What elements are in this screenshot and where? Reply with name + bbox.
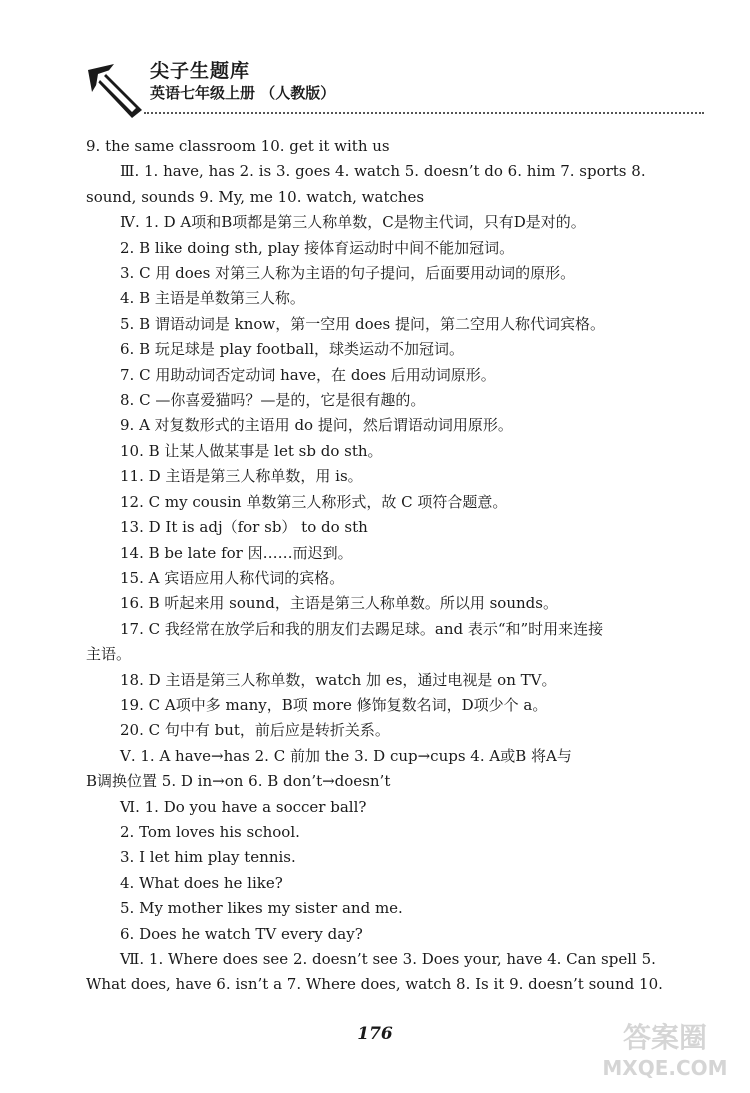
- watermark-text: 答案圈: [622, 1021, 708, 1054]
- answer-line: sound, sounds 9. My, me 10. watch, watches: [86, 187, 425, 206]
- answer-line: 5. B 谓语动词是 know，第一空用 does 提问，第二空用人称代词宾格。: [120, 314, 606, 333]
- answer-line: 9. A 对复数形式的主语用 do 提问，然后谓语动词用原形。: [120, 416, 513, 435]
- answer-line: 10. B 让某人做某事是 let sb do sth。: [120, 441, 383, 460]
- answer-line: 3. C 用 does 对第三人称为主语的句子提问，后面要用动词的原形。: [120, 264, 576, 283]
- arrow-logo-icon: [84, 60, 146, 120]
- answer-line: 16. B 听起来用 sound，主语是第三人称单数。所以用 sounds。: [120, 594, 558, 613]
- answer-line: 19. C A项中多 many，B项 more 修饰复数名词，D项少个 a。: [120, 695, 548, 714]
- answer-line: 2. Tom loves his school.: [120, 822, 300, 841]
- answer-line: 13. D It is adj（for sb） to do sth: [120, 518, 368, 537]
- answer-line: 主语。: [86, 645, 132, 664]
- answer-line: 15. A 宾语应用人称代词的宾格。: [120, 568, 345, 587]
- header-divider: [144, 112, 704, 114]
- answer-line: Ⅶ. 1. Where does see 2. doesn’t see 3. Does your, have 4. Can spell 5.: [120, 950, 656, 968]
- answer-line: 6. Does he watch TV every day?: [120, 924, 363, 943]
- answer-line: 8. C —你喜爱猫吗？—是的，它是很有趣的。: [120, 391, 426, 410]
- answer-text: [86, 134, 676, 998]
- answer-line: Ⅲ. 1. have, has 2. is 3. goes 4. watch 5. doesn’t do 6. him 7. sports 8.: [120, 162, 646, 181]
- answer-line: 2. B like doing sth, play 接体育运动时中间不能加冠词。: [120, 238, 515, 257]
- answer-line: 4. What does he like?: [120, 873, 283, 892]
- answer-line: What does, have 6. isn’t a 7. Where does, watch 8. Is it 9. doesn’t sound 10.: [86, 975, 663, 994]
- answer-line: 12. C my cousin 单数第三人称形式，故 C 项符合题意。: [120, 492, 508, 511]
- answer-line: 18. D 主语是第三人称单数，watch 加 es，通过电视是 on TV。: [120, 670, 557, 689]
- page-header: [84, 52, 704, 132]
- answer-line: 4. B 主语是单数第三人称。: [120, 289, 305, 308]
- answer-line: 11. D 主语是第三人称单数，用 is。: [120, 467, 363, 486]
- answer-line: B调换位置 5. D in→on 6. B don’t→doesn’t: [86, 772, 391, 791]
- answer-line: Ⅴ. 1. A have→has 2. C 前加 the 3. D cup→cups 4. A或B 将A与: [120, 746, 572, 765]
- answer-line: Ⅵ. 1. Do you have a soccer ball?: [120, 797, 367, 816]
- answer-line: 6. B 玩足球是 play football，球类运动不加冠词。: [120, 340, 465, 359]
- answer-line: 5. My mother likes my sister and me.: [120, 899, 403, 918]
- answer-line: 20. C 句中有 but，前后应是转折关系。: [120, 721, 390, 740]
- brand-title: 尖子生题库: [150, 60, 251, 82]
- watermark-url: MXQE.COM: [602, 1056, 728, 1080]
- watermark-logo: [590, 1015, 740, 1085]
- answer-line: 14. B be late for 因……而迟到。: [120, 543, 353, 562]
- page-number: 176: [357, 1024, 393, 1044]
- book-subtitle: 英语七年级上册 （人教版）: [150, 84, 336, 102]
- answer-line: 17. C 我经常在放学后和我的朋友们去踢足球。and 表示“和”时用来连接: [120, 619, 604, 638]
- answer-line: 9. the same classroom 10. get it with us: [86, 137, 390, 155]
- answer-line: Ⅳ. 1. D A项和B项都是第三人称单数，C是物主代词，只有D是对的。: [120, 213, 586, 232]
- answer-line: 3. I let him play tennis.: [120, 848, 296, 867]
- answer-line: 7. C 用助动词否定动词 have，在 does 后用动词原形。: [120, 365, 496, 384]
